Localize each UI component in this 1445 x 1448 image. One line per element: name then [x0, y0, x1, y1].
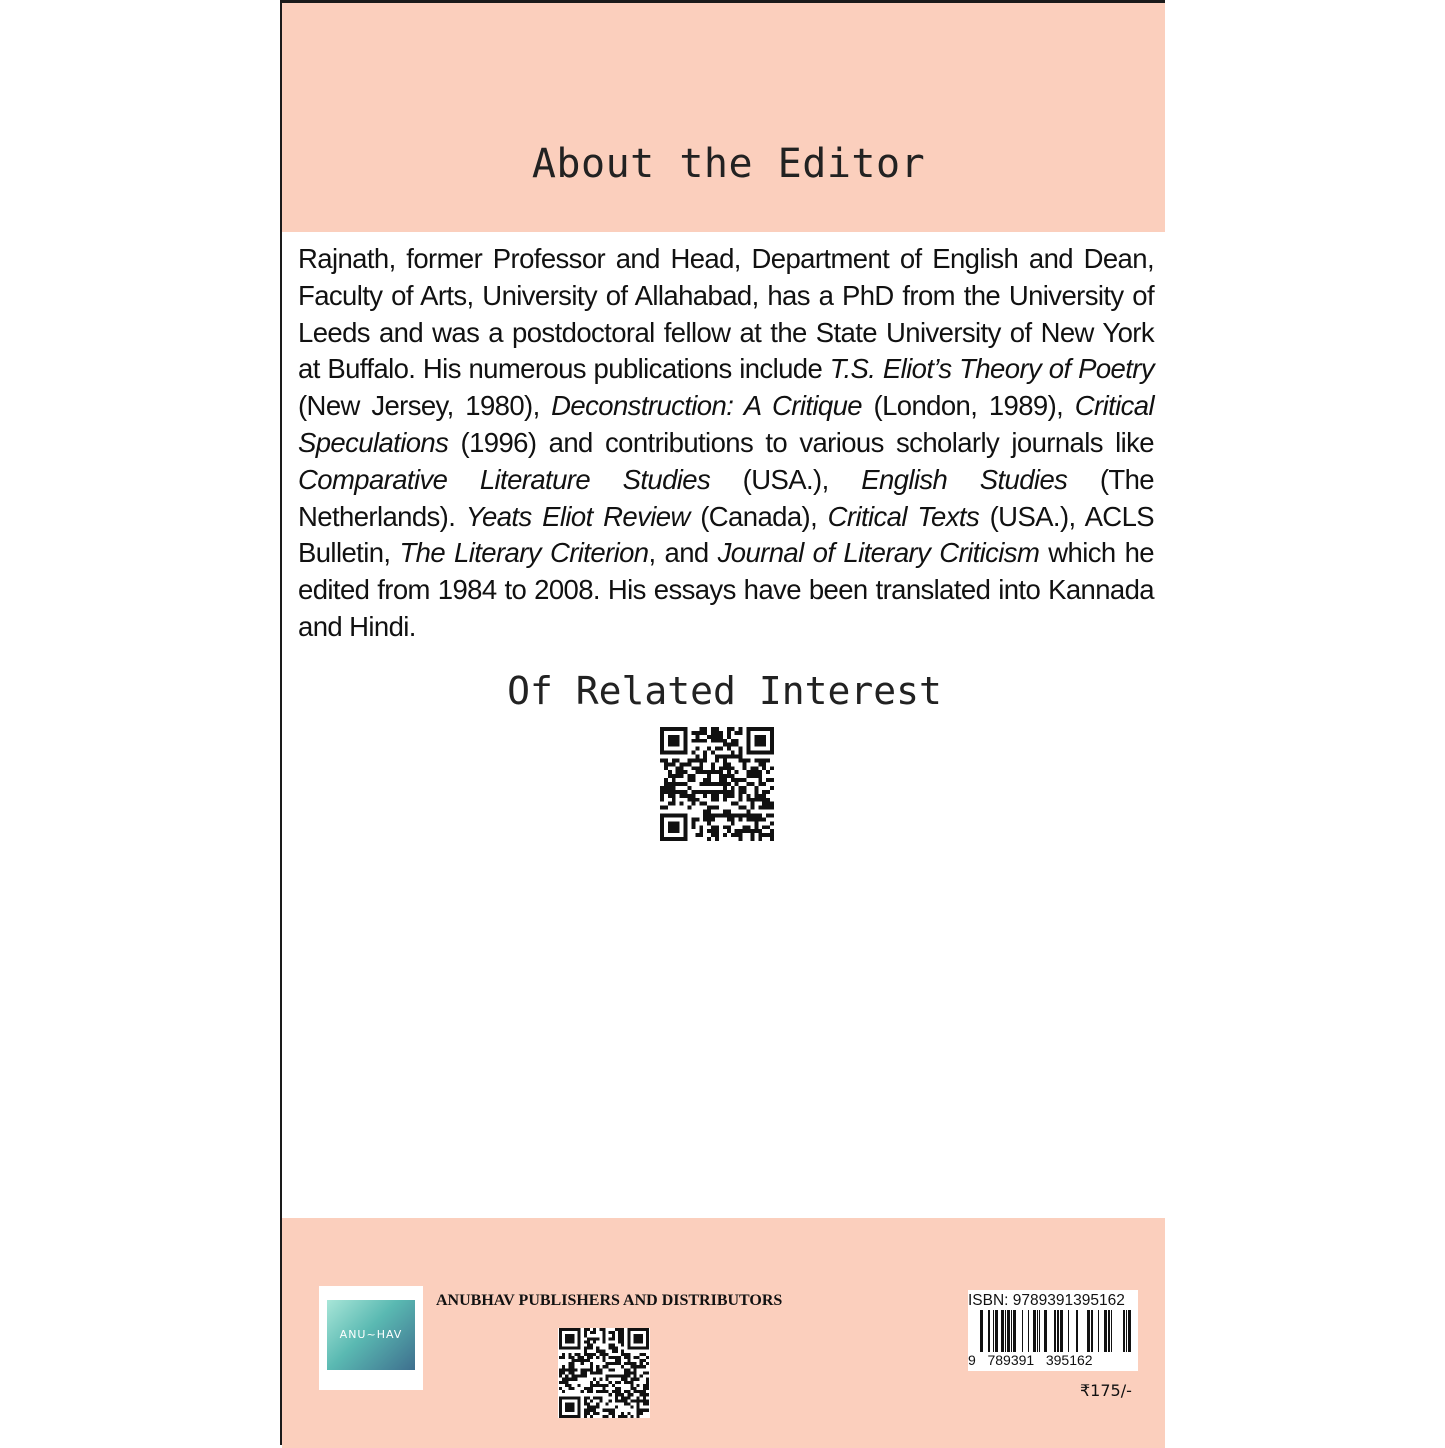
about-editor-heading: About the Editor [531, 141, 926, 187]
top-band [282, 3, 1165, 232]
journal-title: The Literary Criterion [399, 537, 649, 569]
book-title: Deconstruction: A Critique [551, 390, 862, 422]
bottom-band [282, 1218, 1165, 1448]
editor-bio: Rajnath, former Professor and Head, Department of English and Dean, Faculty of Arts, University of Allahabad, has a PhD from the University of Leeds and was a postdoctoral fellow at the State University of New York at Buffalo. His numerous publications include T.S. Eliot’s Theory of Poetry (New Jersey, 1980), Deconstruction: A Critique (London, 1989), Critical Speculations (1996) and contributions to various scholarly journals like Comparative Literature Studies (USA.), English Studies (The Netherlands). Yeats Eliot Review (Canada), Critical Texts (USA.), ACLS Bulletin, The Literary Criterion, and Journal of Literary Criticism which he edited from 1984 to 2008. His essays have been translated into Kannada and Hindi. [298, 243, 1155, 642]
journal-title: Comparative Literature Studies [298, 463, 711, 495]
journal-title: English Studies [861, 463, 1068, 495]
logo-text: ANU~HAV [339, 1328, 403, 1341]
book-title: Critical Speculations [298, 390, 1154, 458]
isbn-label: ISBN: 9789391395162 [968, 1292, 1125, 1309]
related-interest-heading: Of Related Interest [507, 669, 942, 713]
book-title: T.S. Eliot’s Theory of Poetry [829, 353, 1155, 385]
qr-code-publisher[interactable] [558, 1328, 650, 1418]
journal-title: Yeats Eliot Review [465, 500, 690, 532]
back-cover [280, 0, 1165, 1445]
barcode [970, 1310, 1134, 1352]
journal-title: Critical Texts [827, 500, 980, 532]
price: ₹175/- [1080, 1381, 1132, 1400]
journal-title: Journal of Literary Criticism [717, 537, 1040, 569]
isbn-barcode-box [968, 1290, 1138, 1371]
publisher-name: ANUBHAV PUBLISHERS AND DISTRIBUTORS [436, 1292, 783, 1309]
barcode-digits: 9 789391 395162 [968, 1352, 1093, 1368]
logo-graphic [327, 1300, 415, 1370]
publisher-logo [319, 1286, 423, 1390]
qr-code-related[interactable] [660, 727, 774, 841]
